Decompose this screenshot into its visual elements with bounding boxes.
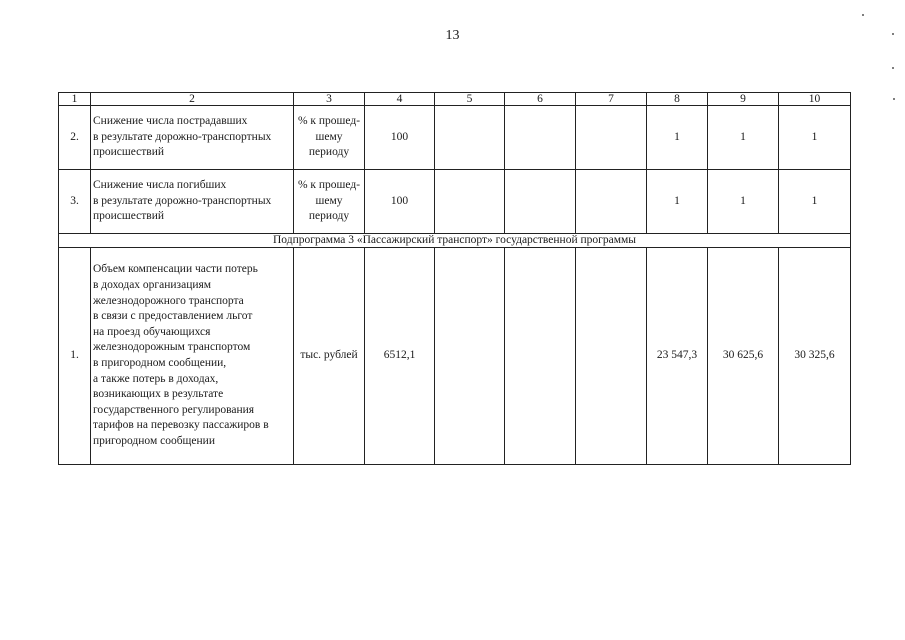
- unit-line: шему: [315, 130, 343, 143]
- table-row: [59, 248, 851, 465]
- subprogram-title: Подпрограмма 3 «Пассажирский транспорт» государственной программы: [59, 234, 851, 248]
- indicator-name: [91, 248, 294, 465]
- value-cell: [576, 170, 647, 234]
- value-cell: 30 325,6: [779, 248, 851, 465]
- indicator-name-line: происшествий: [93, 210, 165, 223]
- value-cell: [576, 106, 647, 170]
- value-cell: [505, 106, 576, 170]
- value-cell: 1: [647, 170, 708, 234]
- indicator-name: [91, 106, 294, 170]
- row-number: 1.: [59, 248, 91, 465]
- indicator-name-line: возникающих в результате: [93, 388, 224, 401]
- value-cell: [435, 170, 505, 234]
- value-cell: [576, 248, 647, 465]
- indicator-name-line: железнодорожного транспорта: [93, 294, 244, 307]
- subprogram-row: [59, 234, 851, 248]
- scan-speck: [862, 14, 864, 16]
- column-header: 3: [294, 93, 365, 106]
- value-cell: 1: [779, 170, 851, 234]
- column-header: 10: [779, 93, 851, 106]
- unit-cell: [294, 106, 365, 170]
- unit-line: периоду: [308, 210, 350, 223]
- column-header: 6: [505, 93, 576, 106]
- unit-cell: [294, 170, 365, 234]
- scan-speck: [892, 67, 894, 69]
- unit-line: периоду: [308, 146, 350, 159]
- column-header: 1: [59, 93, 91, 106]
- table-row: [59, 106, 851, 170]
- indicator-name-line: а также потерь в доходах,: [93, 372, 219, 385]
- indicators-table: [58, 92, 851, 465]
- value-cell: 1: [779, 106, 851, 170]
- value-cell: 1: [647, 106, 708, 170]
- value-cell: [435, 106, 505, 170]
- column-header: 9: [708, 93, 779, 106]
- value-cell: 100: [365, 106, 435, 170]
- indicator-name-line: Объем компенсации части потерь: [93, 263, 258, 276]
- value-cell: 100: [365, 170, 435, 234]
- column-header: 2: [91, 93, 294, 106]
- unit-cell: тыс. рублей: [294, 248, 365, 465]
- row-number: 2.: [59, 106, 91, 170]
- unit-line: % к прошед-: [297, 115, 361, 128]
- value-cell: 23 547,3: [647, 248, 708, 465]
- column-header: 8: [647, 93, 708, 106]
- indicator-name-line: государственного регулирования: [93, 403, 255, 416]
- unit-line: % к прошед-: [297, 179, 361, 192]
- value-cell: 1: [708, 170, 779, 234]
- scan-speck: [892, 33, 894, 35]
- table-row: [59, 170, 851, 234]
- indicator-name-line: в пригородном сообщении,: [93, 357, 227, 369]
- indicator-name-line: в результате дорожно-транспортных: [93, 130, 272, 143]
- value-cell: [505, 170, 576, 234]
- value-cell: [505, 248, 576, 465]
- row-number: 3.: [59, 170, 91, 234]
- value-cell: 6512,1: [365, 248, 435, 465]
- indicator-name-line: в результате дорожно-транспортных: [93, 194, 272, 207]
- indicator-name-line: Снижение числа пострадавших: [93, 115, 248, 128]
- page-number: 13: [445, 28, 460, 43]
- indicator-name-line: пригородном сообщении: [93, 434, 215, 447]
- value-cell: 30 625,6: [708, 248, 779, 465]
- column-header: 7: [576, 93, 647, 106]
- indicator-name-line: происшествий: [93, 146, 165, 159]
- value-cell: [435, 248, 505, 465]
- column-number-row: [59, 93, 851, 106]
- indicator-name-line: тарифов на перевозку пассажиров в: [93, 419, 269, 432]
- value-cell: 1: [708, 106, 779, 170]
- indicator-name-line: в связи с предоставлением льгот: [93, 310, 253, 323]
- indicator-name-line: на проезд обучающихся: [93, 325, 211, 338]
- indicator-name-line: Снижение числа погибших: [93, 179, 227, 192]
- column-header: 5: [435, 93, 505, 106]
- indicator-name: [91, 170, 294, 234]
- indicator-name-line: в доходах организациям: [93, 279, 212, 292]
- column-header: 4: [365, 93, 435, 106]
- indicator-name-line: железнодорожным транспортом: [93, 341, 251, 354]
- scan-speck: [893, 98, 895, 100]
- unit-line: шему: [315, 194, 343, 207]
